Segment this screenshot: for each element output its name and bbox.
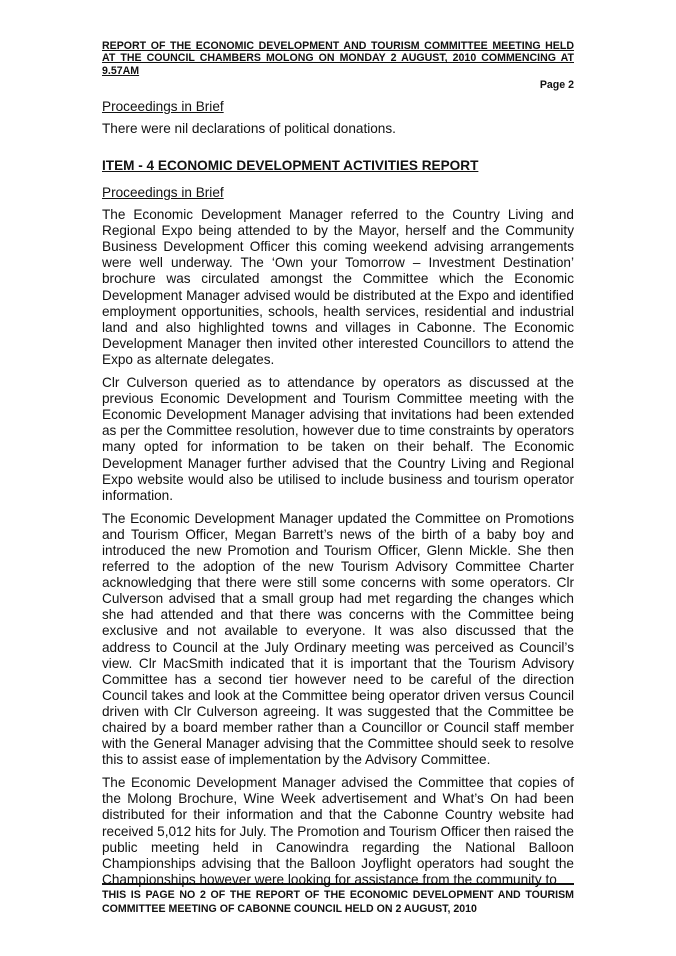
- item-4-subheading: Proceedings in Brief: [102, 185, 224, 201]
- item-4-paragraph: The Economic Development Manager referred to the Country Living and Regional Expo being attended to by the Mayor, herself and the Community Business Development Officer this coming weekend advising arrangements were well underway. The ‘Own your Tomorrow – Investment Destination’ brochure was circulated amongst the Committee which the Economic Development Manager advised would be distributed at the Expo and identified employment opportunities, schools, health services, residential and industrial land and also highlighted towns and villages in Cabonne. The Economic Development Manager then invited other interested Councillors to attend the Expo as alternate delegates.: [102, 207, 574, 367]
- report-header-title: REPORT OF THE ECONOMIC DEVELOPMENT AND TOURISM COMMITTEE MEETING HELD AT THE COUNCIL CHAMBERS MOLONG ON MONDAY 2 AUGUST, 2010 COMMENCING AT 9.57AM: [102, 40, 574, 77]
- item-4-title: ITEM - 4 ECONOMIC DEVELOPMENT ACTIVITIES REPORT: [102, 158, 479, 174]
- item-4-paragraph: Clr Culverson queried as to attendance by operators as discussed at the previous Economic Development and Tourism Committee meeting with the Economic Development Manager advising that invitations had been extended as per the Committee resolution, however due to time constraints by operators many opted for information to be taken on their behalf. The Economic Development Manager further advised that the Country Living and Regional Expo website would also be utilised to include business and tourism operator information.: [102, 375, 574, 503]
- report-body: [102, 98, 574, 895]
- footer-divider: [102, 883, 574, 885]
- page-number: Page 2: [539, 79, 574, 91]
- item-4-paragraph: The Economic Development Manager advised the Committee that copies of the Molong Brochure, Wine Week advertisement and What’s On had been distributed for their information and that the Cabonne Country website had received 5,012 hits for July. The Promotion and Tourism Officer then raised the public meeting held in Canowindra regarding the National Balloon Championships advising that the Balloon Joyflight operators had sought the Championships however were looking for assistance from the community to: [102, 775, 574, 887]
- proceedings-subheading: Proceedings in Brief: [102, 99, 224, 114]
- item-4-paragraph: The Economic Development Manager updated the Committee on Promotions and Tourism Officer, Megan Barrett’s news of the birth of a baby boy and introduced the new Promotion and Tourism Officer, Glenn Mickle. She then referred to the adoption of the new Tourism Advisory Committee Charter acknowledging that there were still some concerns with some operators. Clr Culverson advised that a small group had met regarding the changes which she had attended and that there was concerns with the Committee being exclusive and not available to everyone. It was also discussed that the address to Council at the July Ordinary meeting was perceived as Council’s view. Clr MacSmith indicated that it is important that the Tourism Advisory Committee has a second tier however need to be careful of the direction Council takes and look at the Committee being operator driven versus Council driven with Clr Culverson agreeing. It was suggested that the Committee be chaired by a board member rather than a Councillor or Council staff member with the General Manager advising that the Committee should seek to resolve this to assist ease of implementation by the Advisory Committee.: [102, 510, 574, 768]
- page-footer: THIS IS PAGE NO 2 OF THE REPORT OF THE ECONOMIC DEVELOPMENT AND TOURISM COMMITTEE MEETING OF CABONNE COUNCIL HELD ON 2 AUGUST, 2010: [102, 889, 574, 915]
- report-header: [102, 40, 574, 77]
- political-donations-text: There were nil declarations of political donations.: [102, 121, 396, 136]
